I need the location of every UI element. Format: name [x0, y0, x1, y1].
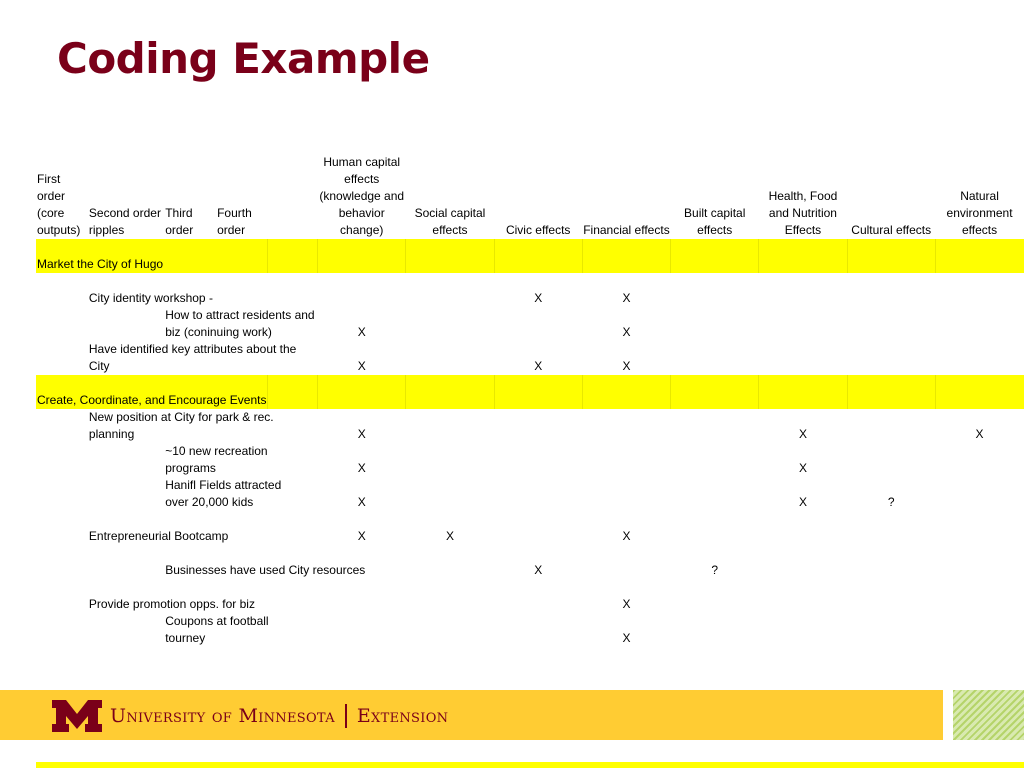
section-row-partial [36, 762, 1024, 768]
section-row [36, 375, 1024, 409]
header-human-capital: Human capital effects (knowledge and behavior change) [319, 155, 405, 237]
table-row [36, 409, 1024, 443]
table-row [36, 443, 1024, 477]
header-cultural: Cultural effects [851, 223, 932, 237]
decorative-pattern [953, 690, 1024, 740]
row-label: Entrepreneurial Bootcamp [88, 529, 229, 543]
table-row [36, 579, 1024, 613]
row-label: How to attract residents and biz (coninuing work) [165, 308, 315, 339]
header-fourth-order: Fourth order [217, 206, 252, 237]
cell-health: X [798, 427, 807, 441]
row-label: New position at City for park & rec. planning [88, 410, 274, 441]
cell-health: X [798, 495, 807, 509]
row-label: Provide promotion opps. for biz [88, 597, 255, 611]
header-health-food: Health, Food and Nutrition Effects [768, 189, 838, 237]
university-logo [52, 699, 448, 733]
section-row [36, 239, 1024, 273]
cell-cultural: ? [887, 495, 895, 509]
cell-civic: X [534, 563, 543, 577]
table-row [36, 273, 1024, 307]
header-third-order: Third order [165, 206, 194, 237]
logo-extension-text: Extension [356, 705, 449, 727]
header-financial: Financial effects [583, 223, 670, 237]
cell-financial: X [622, 325, 631, 339]
row-label: City identity workshop - [88, 291, 213, 305]
header-blank [268, 154, 318, 239]
cell-social: X [445, 529, 454, 543]
table-row [36, 545, 1024, 579]
row-label: Businesses have used City resources [165, 563, 366, 577]
table-row [36, 477, 1024, 511]
header-civic: Civic effects [505, 223, 571, 237]
cell-civic: X [534, 359, 543, 373]
header-first-order: First order (core outputs) [37, 172, 81, 237]
cell-human: X [357, 461, 366, 475]
cell-human: X [357, 495, 366, 509]
section-label: Market the City of Hugo [36, 239, 268, 273]
cell-human: X [357, 325, 366, 339]
table-row [36, 613, 1024, 647]
cell-financial: X [622, 359, 631, 373]
cell-human: X [357, 529, 366, 543]
cell-financial: X [622, 597, 631, 611]
header-natural-environment: Natural environment effects [946, 189, 1013, 237]
row-label: Coupons at football tourney [165, 614, 269, 645]
cell-built: ? [711, 563, 719, 577]
header-row [36, 154, 1024, 239]
table-row [36, 341, 1024, 375]
cell-financial: X [622, 529, 631, 543]
page-title: Coding Example [57, 34, 430, 83]
table-row [36, 307, 1024, 341]
cell-natural: X [975, 427, 984, 441]
row-label: ~10 new recreation programs [165, 444, 268, 475]
cell-human: X [357, 427, 366, 441]
cell-human: X [357, 359, 366, 373]
header-social-capital: Social capital effects [414, 206, 486, 237]
logo-university-text: University of Minnesota [110, 705, 335, 727]
header-built-capital: Built capital effects [684, 206, 746, 237]
cell-financial: X [622, 291, 631, 305]
cell-health: X [798, 461, 807, 475]
header-second-order: Second order ripples [88, 206, 161, 237]
block-m-icon [52, 700, 102, 732]
row-label: Hanifl Fields attracted over 20,000 kids [165, 478, 282, 509]
section-label: Create, Coordinate, and Encourage Events [36, 375, 268, 409]
cell-financial: X [622, 631, 631, 645]
row-label: Have identified key attributes about the City [88, 342, 297, 373]
logo-divider [345, 704, 347, 728]
table-row [36, 511, 1024, 545]
coding-table [36, 154, 1024, 647]
cell-civic: X [534, 291, 543, 305]
